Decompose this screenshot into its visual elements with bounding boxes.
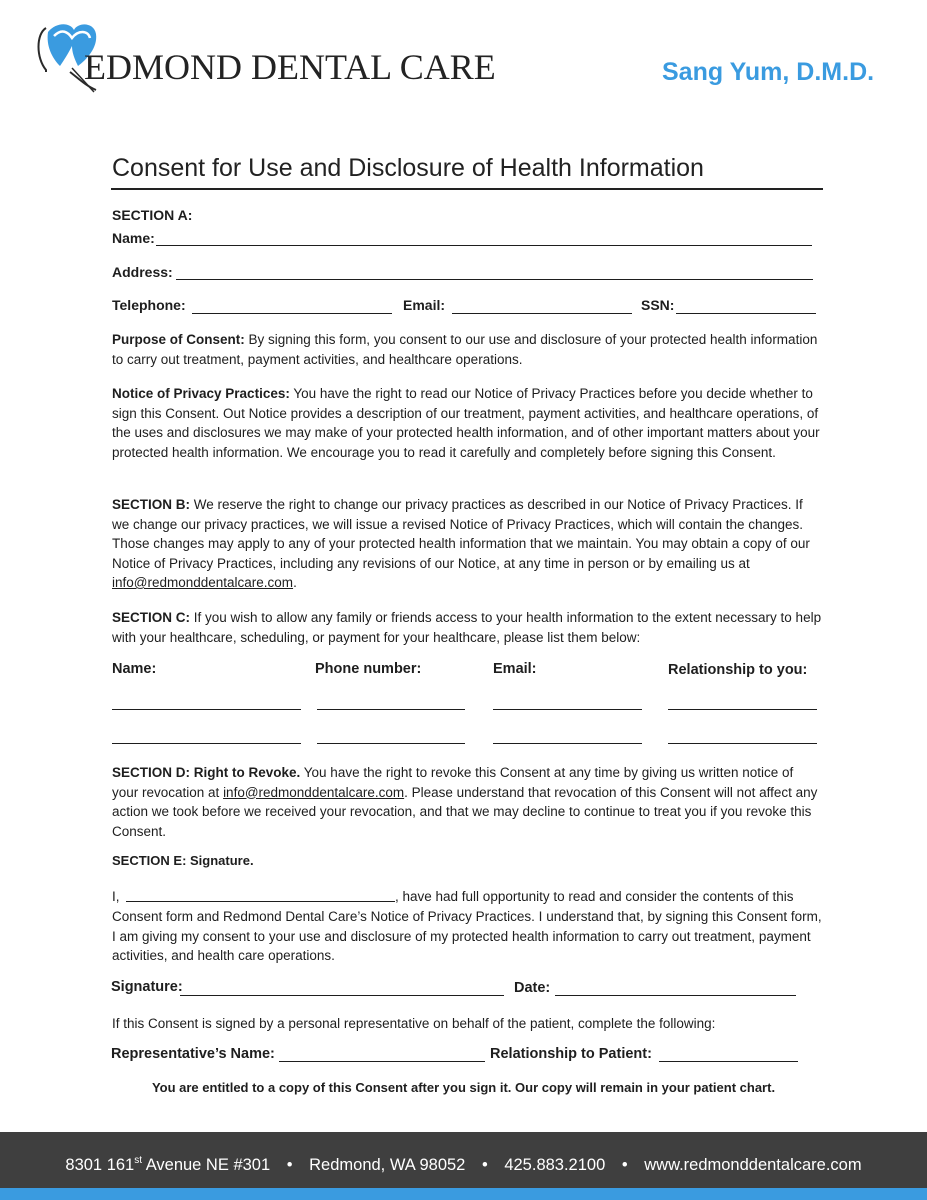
section-b-paragraph [112, 495, 822, 593]
telephone-label: Telephone: [112, 297, 186, 313]
rep-name-field[interactable] [279, 1061, 485, 1062]
section-b-email-link[interactable]: info@redmonddentalcare.com [112, 575, 294, 590]
footer-website[interactable]: www.redmonddentalcare.com [644, 1156, 862, 1174]
contact-col-email: Email: [493, 661, 537, 677]
footer-contact [0, 1132, 927, 1190]
contact-col-relationship: Relationship to you: [668, 662, 808, 678]
i-label: I, [112, 889, 120, 904]
date-field[interactable] [555, 995, 796, 996]
section-b-text: We reserve the right to change our privacy practices as described in our Notice of Privacy Practices. If we change our privacy practices, we will issue a revised Notice of Privacy Practices, which will contain the changes. Those changes may apply to any of your protected health information that we maintain. You may obtain a copy of our Notice of Privacy Practices, including any revisions of our Notice, at any time in person or by emailing us at [112, 497, 810, 571]
purpose-text: By signing this form, you consent to our use and disclosure of your protected health information to carry out treatment, payment activities, and healthcare operations. [112, 332, 818, 367]
ssn-label: SSN: [641, 297, 675, 313]
privacy-paragraph [112, 384, 822, 462]
contact-1-email-field[interactable] [493, 709, 642, 710]
consent-line-1-rest: , have had full opportunity to read and consider the contents of this [395, 889, 794, 904]
contact-2-relationship-field[interactable] [668, 743, 817, 744]
name-field[interactable] [156, 245, 812, 246]
privacy-text: You have the right to read our Notice of Privacy Practices before you decide whether to sign this Consent. Out Notice provides a description of our treatment, payment activities, and healthcare operations, of the uses and disclosures we may make of your protected health information, and of other important matters about your protected health information. We encourage you to read it carefully and completely before signing this Consent. [112, 386, 820, 460]
address-label: Address: [112, 264, 173, 280]
section-e-heading: SECTION E: Signature. [112, 853, 254, 868]
relationship-field[interactable] [659, 1061, 798, 1062]
footer-phone[interactable]: 425.883.2100 [504, 1156, 606, 1174]
purpose-label: Purpose of Consent: [112, 332, 245, 347]
contact-1-relationship-field[interactable] [668, 709, 817, 710]
section-c-label: SECTION C: [112, 610, 191, 625]
section-b-label: SECTION B: [112, 497, 191, 512]
page-title: Consent for Use and Disclosure of Health Information [112, 154, 704, 182]
contact-2-name-field[interactable] [112, 743, 301, 744]
practice-name: EDMOND DENTAL CARE [84, 47, 496, 87]
contact-2-phone-field[interactable] [317, 743, 465, 744]
name-label: Name: [112, 230, 155, 246]
title-divider [111, 188, 823, 190]
patient-name-field[interactable] [126, 901, 395, 902]
section-c-paragraph [112, 608, 822, 647]
section-a-heading: SECTION A: [112, 207, 193, 223]
doctor-name: Sang Yum, D.M.D. [662, 58, 875, 86]
footer-street-rest: Avenue NE #301 [142, 1156, 271, 1174]
email-label: Email: [403, 297, 446, 313]
date-label: Date: [514, 980, 551, 996]
footer-city: Redmond, WA 98052 [309, 1156, 466, 1174]
signature-field[interactable] [180, 995, 504, 996]
contact-col-phone: Phone number: [315, 661, 422, 677]
section-d-label: SECTION D: Right to Revoke. [112, 765, 301, 780]
rep-name-label: Representative’s Name: [111, 1046, 275, 1062]
section-d-paragraph [112, 763, 822, 841]
purpose-paragraph [112, 330, 822, 369]
footer-street-number: 8301 161 [65, 1156, 135, 1174]
relationship-label: Relationship to Patient: [490, 1046, 652, 1062]
section-d-email-link[interactable]: info@redmonddentalcare.com [223, 784, 405, 800]
footer-street-sup: st [134, 1155, 143, 1166]
section-d-text-2: . Please understand that revocation of this Consent will not affect any action we took before we received your revocation, and that we may decline to continue to treat you if you revoke this Consent. [112, 784, 818, 839]
footer-separator-1: • [286, 1156, 293, 1174]
contact-1-phone-field[interactable] [317, 709, 465, 710]
representative-note: If this Consent is signed by a personal representative on behalf of the patient, complete the following: [112, 1016, 716, 1031]
section-b-end: . [293, 575, 297, 590]
ssn-field[interactable] [676, 313, 816, 314]
footer-separator-3: • [621, 1156, 628, 1174]
contact-col-name: Name: [112, 661, 157, 677]
section-c-text: If you wish to allow any family or friends access to your health information to the extent necessary to help with your healthcare, scheduling, or payment for your healthcare, please list them below: [112, 610, 822, 645]
email-field[interactable] [452, 313, 632, 314]
privacy-label: Notice of Privacy Practices: [112, 386, 290, 401]
contact-1-name-field[interactable] [112, 709, 301, 710]
copy-note: You are entitled to a copy of this Consent after you sign it. Our copy will remain in your patient chart. [151, 1080, 776, 1095]
section-d-text-1: You have the right to revoke this Consent at any time by giving us written notice of your revocation at [112, 765, 794, 800]
consent-text: Consent form and Redmond Dental Care’s Notice of Privacy Practices. I understand that, by signing this Consent form, I am giving my consent to your use and disclosure of my protected health information to carry out treatment, payment activities, and health care operations. [112, 909, 822, 963]
footer-separator-2: • [481, 1156, 488, 1174]
signature-label: Signature: [111, 979, 183, 995]
address-field[interactable] [176, 279, 813, 280]
contact-2-email-field[interactable] [493, 743, 642, 744]
telephone-field[interactable] [192, 313, 392, 314]
